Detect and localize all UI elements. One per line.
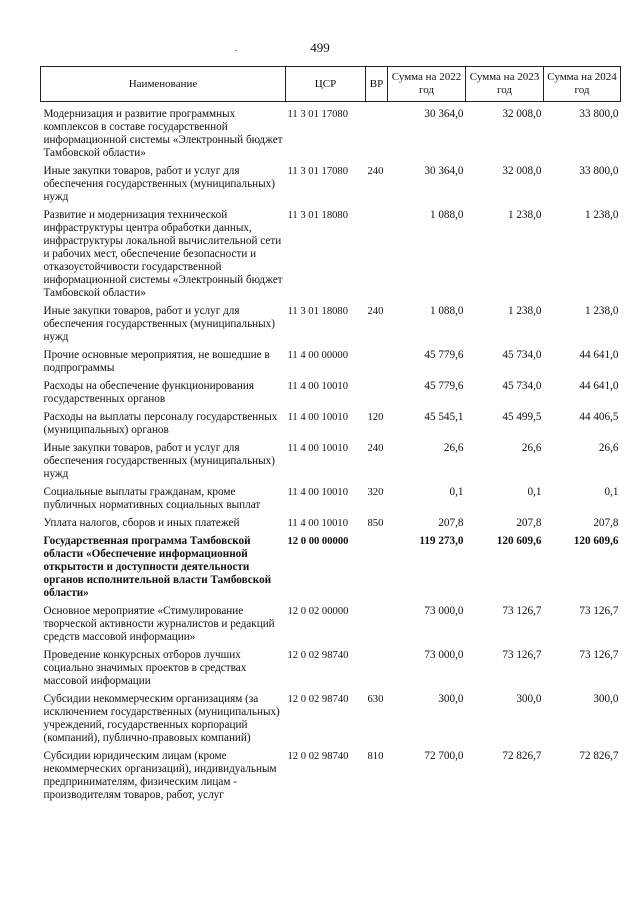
table-row — [41, 605, 621, 649]
row-name: Проведение конкурсных отборов лучших социально значимых проектов в средствах массовой информации — [43, 649, 247, 687]
row-name: Иные закупки товаров, работ и услуг для обеспечения государственных (муниципальных) нужд — [43, 442, 275, 480]
row-name: Модернизация и развитие программных комплексов в составе государственной информационной системы «Электронный бюджет Тамбовской области» — [43, 108, 283, 159]
row-sum-2023: 1 238,0 — [507, 209, 542, 221]
row-sum-2024: 0,1 — [604, 486, 619, 498]
row-sum-2024: 33 800,0 — [579, 165, 619, 177]
row-sum-2023: 45 734,0 — [502, 349, 542, 361]
row-csr: 12 0 02 00000 — [287, 606, 349, 617]
row-sum-2022: 30 364,0 — [424, 165, 464, 177]
row-sum-2022: 30 364,0 — [424, 108, 464, 120]
row-sum-2022: 45 779,6 — [424, 380, 464, 392]
row-csr: 11 3 01 18080 — [287, 210, 349, 221]
row-name: Субсидии некоммерческим организациям (за исключением государственных (муниципальных) учреждений, государственных корпораций (компаний), публично-правовых компаний) — [43, 693, 280, 744]
row-vr: 240 — [367, 443, 384, 454]
row-sum-2024: 33 800,0 — [579, 108, 619, 120]
row-name: Расходы на выплаты персоналу государственных (муниципальных) органов — [43, 411, 278, 436]
row-sum-2023: 120 609,6 — [496, 535, 542, 547]
row-name: Расходы на обеспечение функционирования государственных органов — [43, 380, 254, 405]
row-sum-2022: 73 000,0 — [424, 649, 464, 661]
row-sum-2023: 73 126,7 — [502, 605, 542, 617]
row-csr: 12 0 02 98740 — [287, 650, 349, 661]
row-sum-2024: 44 406,5 — [579, 411, 619, 423]
row-csr: 11 4 00 10010 — [287, 381, 349, 392]
row-name: Основное мероприятие «Стимулирование творческой активности журналистов и редакций средств массовой информации» — [43, 605, 275, 643]
row-sum-2023: 32 008,0 — [502, 108, 542, 120]
row-sum-2022: 45 545,1 — [424, 411, 464, 423]
row-csr: 11 3 01 17080 — [287, 109, 349, 120]
row-csr: 11 3 01 17080 — [287, 166, 349, 177]
row-name: Субсидии юридическим лицам (кроме некоммерческих организаций), индивидуальным предпринимателям, физическим лицам - производителям товаров, работ, услуг — [43, 750, 277, 801]
row-vr — [366, 102, 388, 166]
row-sum-2024: 73 126,7 — [579, 649, 619, 661]
row-sum-2023: 0,1 — [527, 486, 542, 498]
row-vr: 850 — [367, 518, 384, 529]
table-row — [41, 411, 621, 442]
row-name: Иные закупки товаров, работ и услуг для обеспечения государственных (муниципальных) нужд — [43, 305, 275, 343]
row-sum-2023: 45 734,0 — [502, 380, 542, 392]
row-csr: 11 3 01 18080 — [287, 306, 349, 317]
row-sum-2024: 44 641,0 — [579, 349, 619, 361]
table-row — [41, 305, 621, 349]
row-vr — [366, 349, 388, 380]
column-header-csr: ЦСР — [286, 67, 366, 102]
row-csr: 11 4 00 10010 — [287, 443, 349, 454]
row-sum-2024: 1 238,0 — [584, 305, 619, 317]
row-csr: 11 4 00 10010 — [287, 412, 349, 423]
table-row — [41, 380, 621, 411]
row-sum-2022: 207,8 — [438, 517, 464, 529]
row-csr: 12 0 02 98740 — [287, 694, 349, 705]
column-header-sum-2022: Сумма на 2022 год — [388, 67, 466, 102]
table-row — [41, 517, 621, 535]
row-sum-2023: 1 238,0 — [507, 305, 542, 317]
row-name: Развитие и модернизация технической инфраструктуры центра обработки данных, инфраструктуры локальной вычислительной сети и рабочих мест, обеспечение безопасности и отказоустойчивости государственной информационной системы «Электронный бюджет Тамбовской области» — [43, 209, 283, 299]
table-row — [41, 442, 621, 486]
page-number: 499 — [310, 40, 330, 55]
table-row — [41, 649, 621, 693]
scan-speck — [235, 50, 237, 51]
row-sum-2023: 300,0 — [516, 693, 542, 705]
row-sum-2022: 0,1 — [449, 486, 464, 498]
row-sum-2024: 26,6 — [598, 442, 619, 454]
row-sum-2023: 73 126,7 — [502, 649, 542, 661]
row-csr: 12 0 02 98740 — [287, 751, 349, 762]
row-name: Уплата налогов, сборов и иных платежей — [43, 517, 240, 529]
row-sum-2024: 1 238,0 — [584, 209, 619, 221]
table-row — [41, 486, 621, 517]
row-vr — [366, 209, 388, 305]
row-name: Государственная программа Тамбовской области «Обеспечение информационной открытости и доступности деятельности органов исполнительной власти Тамбовской области» — [43, 535, 272, 599]
row-vr: 120 — [367, 412, 384, 423]
row-sum-2024: 300,0 — [593, 693, 619, 705]
row-sum-2024: 120 609,6 — [573, 535, 619, 547]
row-vr: 320 — [367, 487, 384, 498]
column-header-name: Наименование — [41, 67, 286, 102]
column-header-sum-2024: Сумма на 2024 год — [544, 67, 621, 102]
row-vr — [366, 649, 388, 693]
row-csr: 11 4 00 10010 — [287, 487, 349, 498]
row-name: Социальные выплаты гражданам, кроме публичных нормативных социальных выплат — [43, 486, 261, 511]
table-row — [41, 750, 621, 807]
row-name: Прочие основные мероприятия, не вошедшие в подпрограммы — [43, 349, 270, 374]
row-sum-2024: 207,8 — [593, 517, 619, 529]
row-sum-2024: 44 641,0 — [579, 380, 619, 392]
table-body — [41, 102, 621, 808]
row-sum-2022: 72 700,0 — [424, 750, 464, 762]
budget-table — [40, 66, 621, 807]
row-vr — [366, 380, 388, 411]
row-vr — [366, 605, 388, 649]
row-name: Иные закупки товаров, работ и услуг для обеспечения государственных (муниципальных) нужд — [43, 165, 275, 203]
table-row-program-total — [41, 535, 621, 605]
table-row — [41, 102, 621, 166]
row-sum-2023: 32 008,0 — [502, 165, 542, 177]
row-sum-2022: 119 273,0 — [419, 535, 464, 547]
row-sum-2023: 45 499,5 — [502, 411, 542, 423]
row-sum-2022: 45 779,6 — [424, 349, 464, 361]
table-header — [41, 67, 621, 102]
column-header-vr: ВР — [366, 67, 388, 102]
row-sum-2023: 26,6 — [521, 442, 542, 454]
table-row — [41, 165, 621, 209]
row-sum-2022: 300,0 — [438, 693, 464, 705]
row-sum-2022: 1 088,0 — [429, 209, 464, 221]
row-vr: 630 — [367, 694, 384, 705]
row-vr: 240 — [367, 306, 384, 317]
row-sum-2024: 72 826,7 — [579, 750, 619, 762]
row-csr: 11 4 00 10010 — [287, 518, 349, 529]
table-row — [41, 349, 621, 380]
row-csr: 12 0 00 00000 — [287, 536, 349, 547]
row-sum-2022: 73 000,0 — [424, 605, 464, 617]
table-row — [41, 209, 621, 305]
column-header-sum-2023: Сумма на 2023 год — [466, 67, 544, 102]
row-vr — [366, 535, 388, 605]
row-sum-2023: 72 826,7 — [502, 750, 542, 762]
row-vr: 810 — [367, 751, 384, 762]
row-sum-2022: 26,6 — [443, 442, 464, 454]
row-sum-2022: 1 088,0 — [429, 305, 464, 317]
table-row — [41, 693, 621, 750]
row-sum-2024: 73 126,7 — [579, 605, 619, 617]
row-vr: 240 — [367, 166, 384, 177]
row-sum-2023: 207,8 — [516, 517, 542, 529]
row-csr: 11 4 00 00000 — [287, 350, 349, 361]
